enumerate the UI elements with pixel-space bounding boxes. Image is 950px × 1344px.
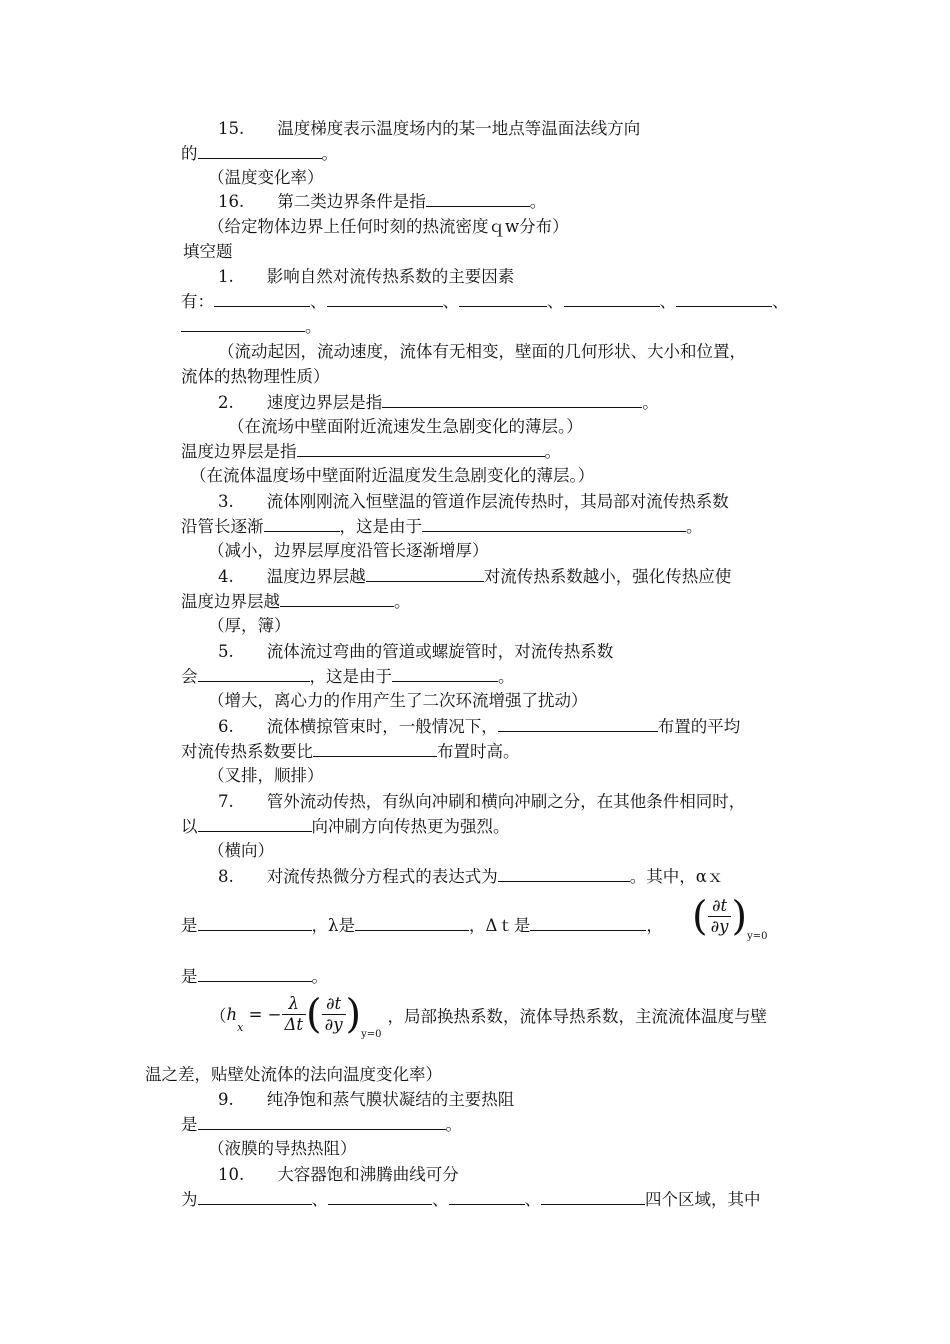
lambda-over-dt	[282, 994, 307, 1035]
q8-lambda-is: ，λ是	[311, 916, 355, 935]
q5-answer: （增大，离心力的作用产生了二次环流增强了扰动）	[208, 691, 588, 710]
q6-line2-prefix: 对流传热系数要比	[181, 742, 313, 761]
q8-dt-is: ，Δｔ是	[468, 916, 531, 935]
q7-answer: （横向）	[208, 841, 274, 860]
formula-h: h	[226, 1005, 238, 1024]
q3-line2	[181, 516, 703, 538]
formula-lambda: λ	[282, 994, 307, 1015]
q15-line2	[181, 143, 338, 165]
q10-sep: 、	[432, 1190, 449, 1209]
q15-blank[interactable]	[198, 143, 322, 159]
q16-prefix: 16. 第二类边界条件是指	[218, 192, 426, 211]
q1-line3	[181, 316, 322, 338]
q5-blank-1[interactable]	[198, 666, 310, 682]
q6-prefix: 6. 流体横掠管束时，一般情况下，	[218, 717, 498, 736]
q4-prefix: 4. 温度边界层越	[218, 567, 366, 586]
q1-sep: 、	[310, 292, 327, 311]
q3-mid: ，这是由于	[339, 517, 422, 536]
q8-line3-prefix: 是	[181, 967, 198, 986]
q4-blank-1[interactable]	[366, 566, 484, 582]
q4-line2-suffix: 。	[394, 592, 411, 611]
q5-suffix: 。	[498, 667, 515, 686]
q1-sep: 、	[659, 292, 676, 311]
left-paren: (	[692, 893, 708, 940]
q2-line3-prefix: 温度边界层是指	[181, 442, 297, 461]
q8-blank-4[interactable]	[530, 915, 646, 931]
q6-line1	[218, 716, 740, 738]
formula-eq: = −	[243, 1005, 282, 1024]
formula-x-sub: x	[237, 1021, 244, 1034]
q1-sep: 、	[547, 292, 564, 311]
q9-blank[interactable]	[198, 1114, 446, 1130]
q5-prefix: 会	[181, 667, 198, 686]
q1-blank-1[interactable]	[214, 291, 310, 307]
q10-blank-4[interactable]	[541, 1189, 645, 1205]
q8-is-1: 是	[181, 916, 198, 935]
q7-line1: 7. 管外流动传热，有纵向冲刷和横向冲刷之分，在其他条件相同时，	[218, 792, 746, 811]
q4-mid: 对流传热系数越小，强化传热应使	[483, 567, 732, 586]
q2-line1	[218, 392, 659, 414]
q4-answer: （厚，簿）	[208, 616, 291, 635]
q8-blank-3[interactable]	[355, 915, 469, 931]
q7-line2	[181, 816, 510, 838]
q1-blank-3[interactable]	[459, 291, 547, 307]
q8-comma: ，	[646, 916, 663, 935]
q2-answer1: （在流场中壁面附近流速发生急剧变化的薄层。）	[228, 417, 583, 436]
right-paren: )	[345, 991, 362, 1038]
q7-prefix: 以	[181, 817, 198, 836]
q9-prefix: 是	[181, 1115, 198, 1134]
q8-line3	[181, 966, 328, 988]
q8-answer-line2: 温之差，贴壁处流体的法向温度变化率）	[145, 1065, 442, 1084]
q2-line3	[181, 441, 561, 463]
q3-blank-1[interactable]	[264, 516, 340, 532]
q1-blank-6[interactable]	[181, 316, 305, 332]
q10-sep: 、	[311, 1190, 328, 1209]
q3-suffix: 。	[686, 517, 703, 536]
q16-suffix: 。	[529, 192, 547, 211]
q8-answer-text: ，局部换热系数，流体导热系数，主流流体温度与壁	[387, 1006, 768, 1026]
partial-den: ∂y	[710, 917, 729, 936]
formula-dt: Δt	[284, 1015, 304, 1034]
q10-prefix: 为	[181, 1190, 198, 1209]
q2-line3-suffix: 。	[544, 442, 561, 461]
partial-den: ∂y	[324, 1015, 343, 1034]
q10-blank-2[interactable]	[328, 1189, 432, 1205]
q3-prefix: 沿管长逐渐	[181, 517, 264, 536]
q8-blank-5[interactable]	[198, 966, 312, 982]
q6-blank-1[interactable]	[498, 716, 658, 732]
q6-line2	[181, 741, 520, 763]
subscript-y0: y=0	[747, 931, 768, 942]
q5-line1: 5. 流体流过弯曲的管道或螺旋管时，对流传热系数	[218, 642, 614, 661]
q6-answer: （叉排，顺排）	[208, 766, 324, 785]
q3-answer: （减小，边界层厚度沿管长逐渐增厚）	[208, 541, 489, 560]
q15-suffix: 。	[321, 144, 338, 163]
q9-suffix: 。	[445, 1115, 462, 1134]
q10-suffix: 四个区域，其中	[645, 1190, 761, 1209]
q8-partial-derivative	[692, 893, 768, 942]
left-paren: (	[306, 991, 322, 1038]
q5-mid: ，这是由于	[309, 667, 392, 686]
partial-num: ∂t	[322, 994, 346, 1015]
q1-blank-2[interactable]	[327, 291, 443, 307]
q4-blank-2[interactable]	[280, 591, 394, 607]
q15-answer: （温度变化率）	[208, 168, 324, 187]
q10-blank-1[interactable]	[198, 1189, 312, 1205]
q2-answer2: （在流体温度场中壁面附近温度发生急剧变化的薄层。）	[190, 466, 595, 485]
partial-fraction	[708, 896, 732, 937]
q8-line1-suffix: 。其中，αｘ	[629, 867, 724, 886]
q16-line	[218, 191, 546, 213]
q1-answer-line2: 流体的热物理性质）	[181, 367, 330, 386]
q2-blank-1[interactable]	[382, 392, 642, 408]
q7-blank[interactable]	[198, 816, 312, 832]
q7-suffix: 向冲刷方向传热更为强烈。	[311, 817, 510, 836]
q16-blank[interactable]	[426, 191, 530, 207]
q4-line1	[218, 566, 731, 588]
q9-answer: （液膜的导热热阻）	[208, 1139, 357, 1158]
q1-sep: 、	[772, 292, 789, 311]
q8-answer-formula	[210, 991, 768, 1050]
answer-open-paren: （	[210, 1006, 227, 1026]
q8-line2	[181, 915, 663, 937]
q16-answer: （给定物体边界上任何时刻的热流密度ｑw分布）	[208, 217, 569, 236]
q15-prefix: 的	[181, 144, 198, 163]
q3-line1: 3. 流体刚刚流入恒壁温的管道作层流传热时，其局部对流传热系数	[218, 492, 729, 511]
q9-line1: 9. 纯净饱和蒸气膜状凝结的主要热阻	[218, 1090, 515, 1109]
q8-line3-suffix: 。	[311, 967, 328, 986]
q1-blank-5[interactable]	[676, 291, 772, 307]
q8-blank-2[interactable]	[198, 915, 312, 931]
q1-end: 。	[305, 317, 322, 336]
q10-sep: 、	[524, 1190, 541, 1209]
q9-line2	[181, 1114, 462, 1136]
q8-blank-1[interactable]	[498, 866, 630, 882]
q3-blank-2[interactable]	[422, 516, 686, 532]
q1-line2	[181, 291, 789, 313]
q1-sep: 、	[442, 292, 459, 311]
q1-blank-4[interactable]	[564, 291, 660, 307]
q4-line2-prefix: 温度边界层越	[181, 592, 280, 611]
partial-fraction-2	[322, 994, 346, 1035]
q8-prefix: 8. 对流传热微分方程式的表达式为	[218, 867, 498, 886]
q10-blank-3[interactable]	[449, 1189, 525, 1205]
q4-line2	[181, 591, 411, 613]
q2-prefix: 2. 速度边界层是指	[218, 393, 383, 412]
q10-line1: 10. 大容器饱和沸腾曲线可分	[218, 1165, 459, 1184]
q8-line1	[218, 866, 723, 888]
q2-suffix: 。	[642, 393, 659, 412]
q6-blank-2[interactable]	[313, 741, 437, 757]
q6-line2-suffix: 布置时高。	[437, 742, 520, 761]
section-title: 填空题	[183, 242, 233, 261]
q2-blank-2[interactable]	[297, 441, 545, 457]
right-paren: )	[731, 893, 748, 940]
q1-prefix: 有：	[181, 292, 214, 311]
partial-num: ∂t	[708, 896, 732, 917]
q5-blank-2[interactable]	[392, 666, 498, 682]
q15-line1: 15. 温度梯度表示温度场内的某一地点等温面法线方向	[218, 119, 641, 138]
q1-line1: 1. 影响自然对流传热系数的主要因素	[218, 267, 515, 286]
subscript-y0: y=0	[361, 1029, 382, 1040]
q10-line2	[181, 1189, 761, 1211]
q5-line2	[181, 666, 515, 688]
q1-answer-line1: （流动起因，流动速度，流体有无相变，壁面的几何形状、大小和位置，	[218, 342, 746, 361]
q6-line1-suffix: 布置的平均	[657, 717, 741, 736]
